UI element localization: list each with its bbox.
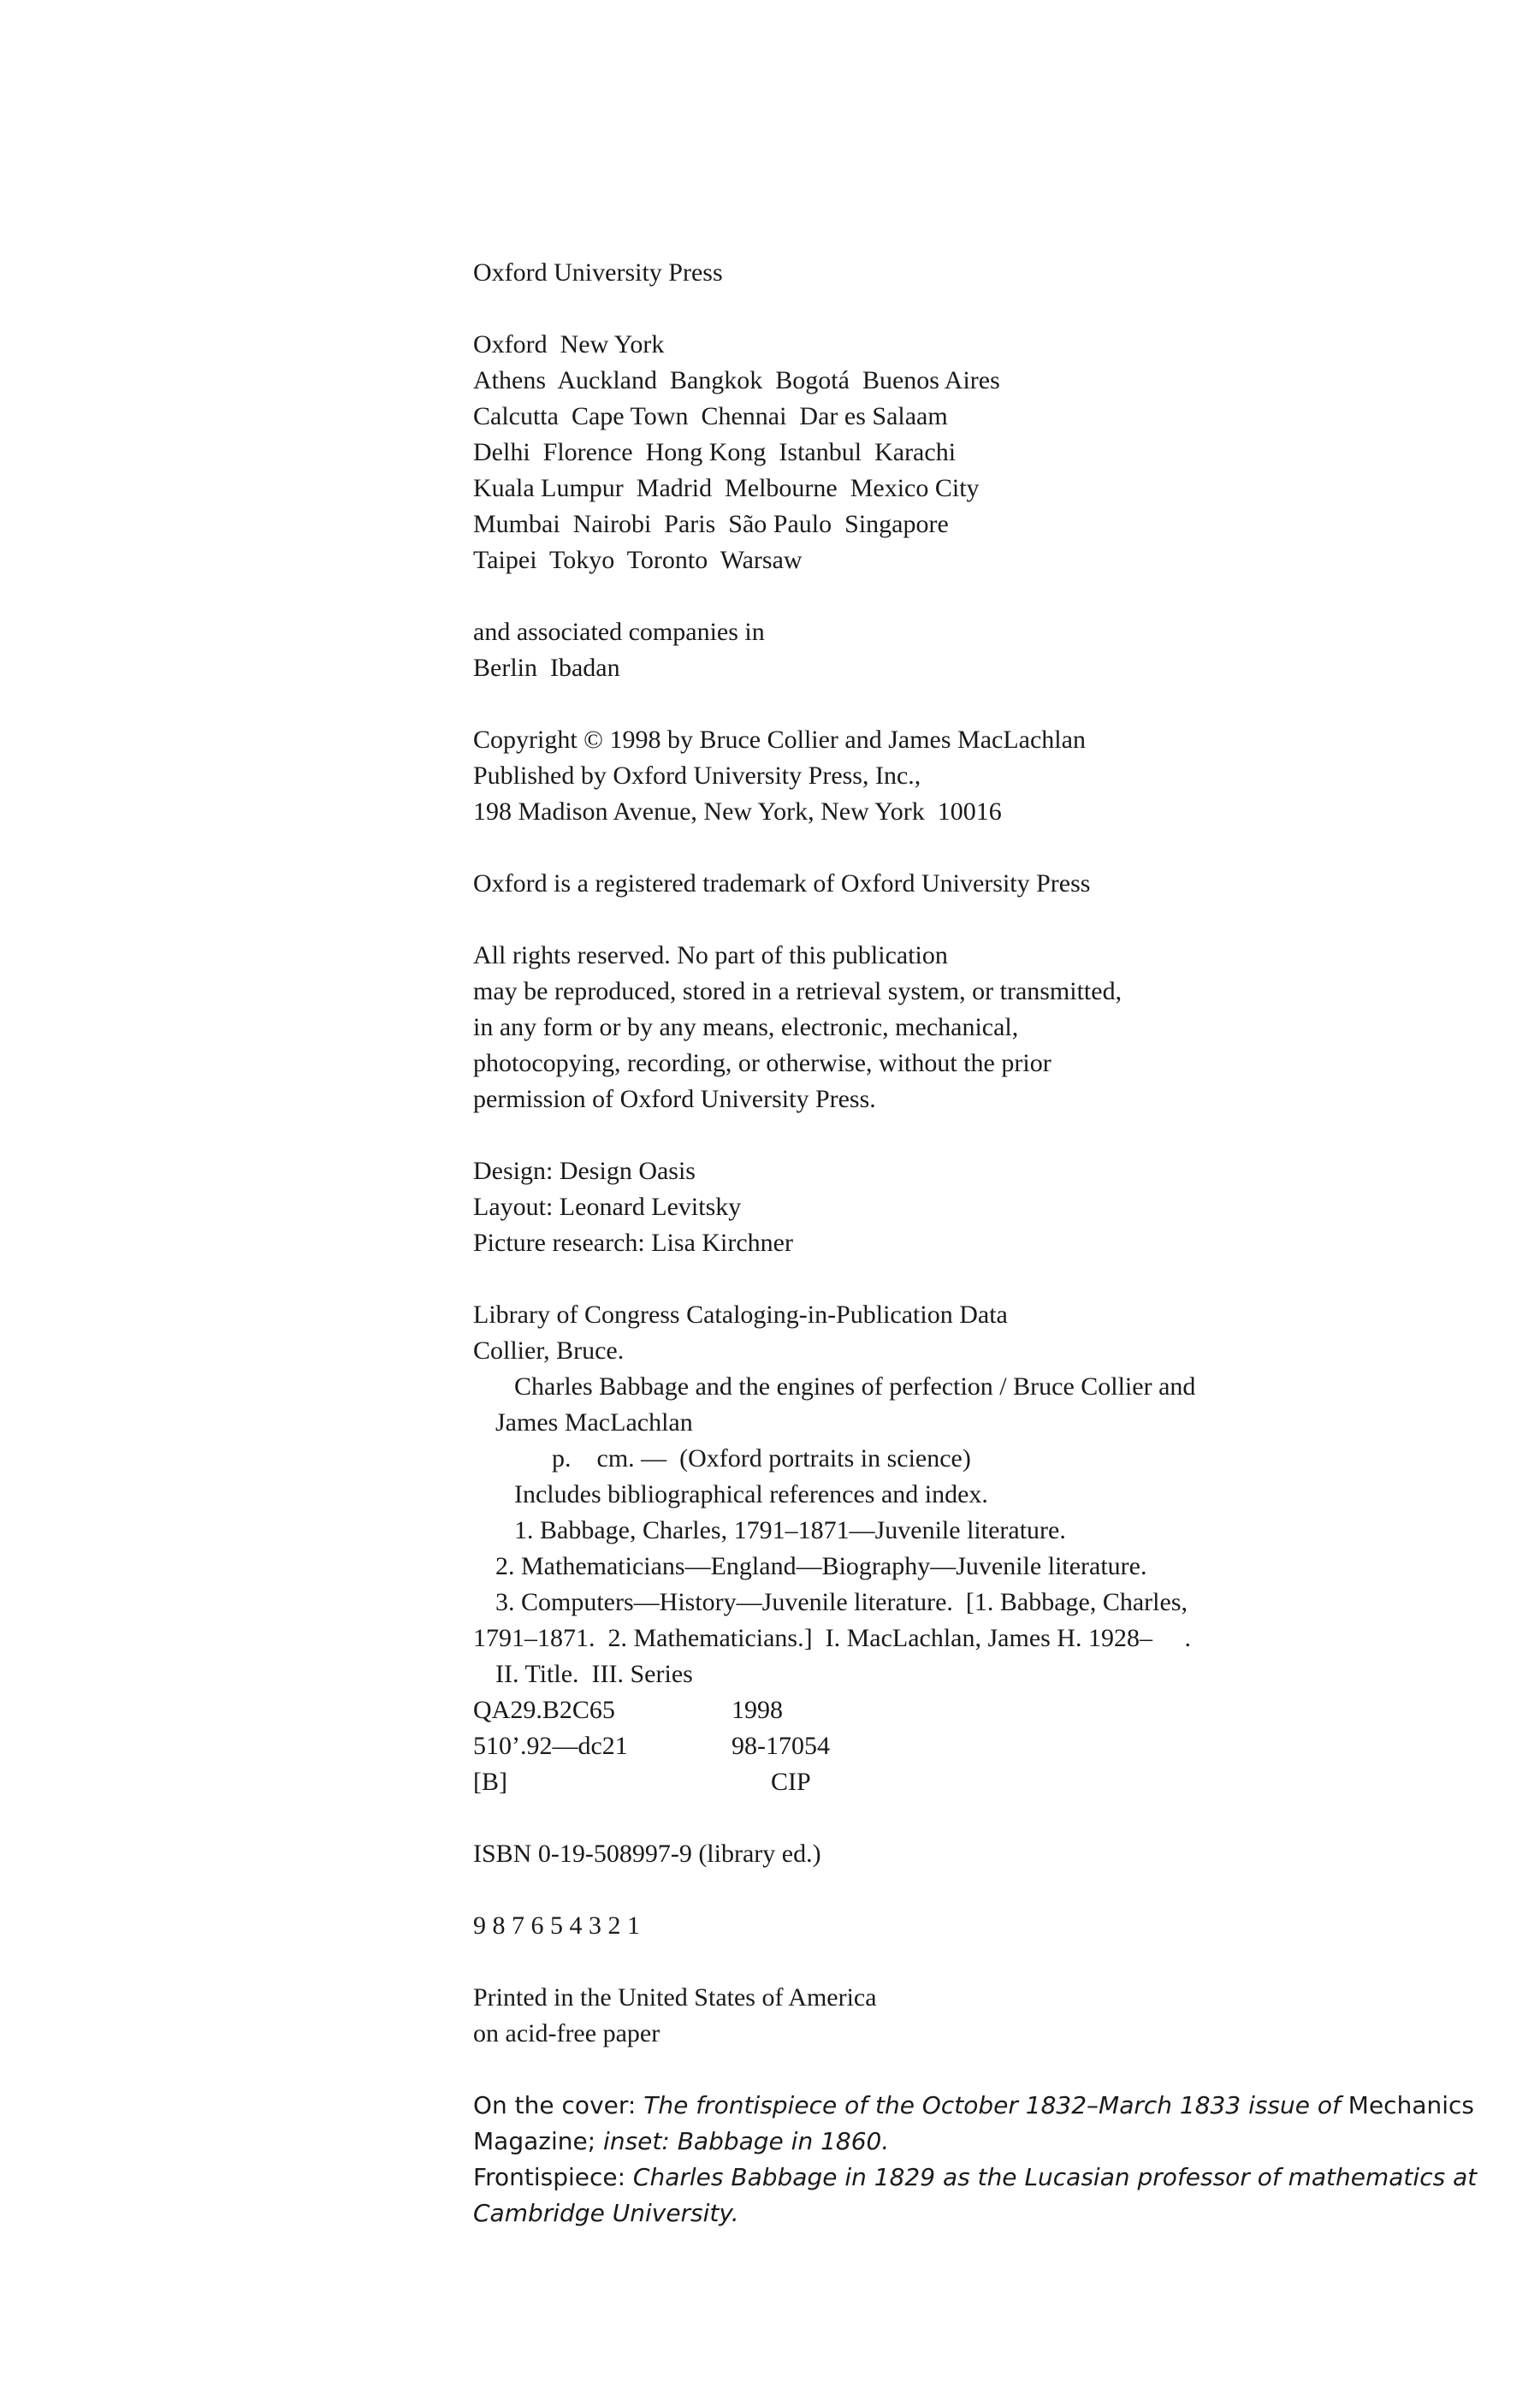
cip-dewey-row	[473, 1728, 1500, 1764]
cover-note	[473, 2088, 1500, 2160]
lc-year: 1998	[732, 1696, 783, 1724]
cip-bracket-row	[473, 1764, 1500, 1800]
city-line: Mumbai Nairobi Paris São Paulo Singapore	[473, 510, 949, 538]
cover-note-roman: Mechanics Magazine	[473, 2091, 1474, 2155]
frontispiece-label: Frontispiece:	[473, 2163, 633, 2191]
address-line: 198 Madison Avenue, New York, New York 10016	[473, 797, 1002, 826]
rights-line: in any form or by any means, electronic, mechanical,	[473, 1013, 1019, 1041]
city-line: Calcutta Cape Town Chennai Dar es Salaam	[473, 402, 948, 430]
rights-line: photocopying, recording, or otherwise, without the prior	[473, 1049, 1051, 1077]
lc-call-number: QA29.B2C65	[473, 1696, 615, 1724]
cip-data	[473, 1297, 1500, 1800]
city-list	[473, 327, 1500, 578]
cip-subject-cont: 1791–1871. 2. Mathematicians.] I. MacLachlan, James H. 1928– .	[473, 1624, 1191, 1652]
associated-cities: Berlin Ibadan	[473, 654, 620, 682]
cip-subject-cont: II. Title. III. Series	[495, 1660, 693, 1688]
city-line: Delhi Florence Hong Kong Istanbul Karachi	[473, 438, 957, 466]
credit-design: Design: Design Oasis	[473, 1157, 696, 1185]
copyright-block	[473, 722, 1500, 830]
credit-picture-research: Picture research: Lisa Kirchner	[473, 1229, 793, 1257]
isbn: ISBN 0-19-508997-9 (library ed.)	[473, 1840, 821, 1868]
dewey-number: 510’.92—dc21	[473, 1732, 628, 1760]
cip-bracket: [B]	[473, 1768, 507, 1796]
cip-heading: Library of Congress Cataloging-in-Publication Data	[473, 1301, 1008, 1329]
copyright-line: Copyright © 1998 by Bruce Collier and James MacLachlan	[473, 726, 1086, 754]
credits	[473, 1153, 1500, 1261]
cip-subject: 3. Computers—History—Juvenile literature. [1. Babbage, Charles,	[495, 1588, 1188, 1616]
paper-note: on acid-free paper	[473, 2019, 660, 2047]
cip-subject: 2. Mathematicians—England—Biography—Juvenile literature.	[495, 1552, 1147, 1580]
lccn: 98-17054	[732, 1732, 830, 1760]
rights-line: permission of Oxford University Press.	[473, 1085, 876, 1113]
cover-note-inset: inset: Babbage in 1860.	[603, 2127, 890, 2155]
printed-in: Printed in the United States of America	[473, 1983, 877, 2012]
cover-note-italic: The frontispiece of the October 1832–March 1833 issue of	[643, 2091, 1341, 2119]
rights-notice	[473, 938, 1500, 1117]
cover-note-separator: ;	[587, 2127, 604, 2155]
rights-line: All rights reserved. No part of this publication	[473, 941, 948, 969]
printing-line: 9 8 7 6 5 4 3 2 1	[473, 1911, 640, 1940]
cip-notes: Includes bibliographical references and index.	[514, 1480, 988, 1508]
frontispiece-note	[473, 2160, 1500, 2231]
frontispiece-caption: Charles Babbage in 1829 as the Lucasian professor of mathematics at Cambridge University.	[473, 2163, 1478, 2227]
publisher-name: Oxford University Press	[473, 258, 723, 287]
cip-label: CIP	[771, 1768, 811, 1796]
rights-line: may be reproduced, stored in a retrieval system, or transmitted,	[473, 977, 1122, 1005]
publisher-line: Published by Oxford University Press, Inc.,	[473, 761, 921, 790]
city-line: Taipei Tokyo Toronto Warsaw	[473, 546, 803, 574]
cip-subject: 1. Babbage, Charles, 1791–1871—Juvenile literature.	[514, 1516, 1066, 1544]
cip-lc-call-row	[473, 1692, 1500, 1728]
illustration-notes	[473, 2088, 1500, 2231]
city-line: Oxford New York	[473, 330, 665, 359]
cip-title-cont: James MacLachlan	[495, 1408, 693, 1437]
cip-author: Collier, Bruce.	[473, 1336, 625, 1365]
cip-title: Charles Babbage and the engines of perfection / Bruce Collier and	[514, 1372, 1196, 1401]
city-line: Kuala Lumpur Madrid Melbourne Mexico City	[473, 474, 980, 502]
city-line: Athens Auckland Bangkok Bogotá Buenos Aires	[473, 366, 1000, 394]
associated-companies: and associated companies in	[473, 618, 765, 646]
cover-note-label: On the cover:	[473, 2091, 644, 2119]
copyright-page	[473, 255, 1500, 2231]
cip-physical: p. cm. — (Oxford portraits in science)	[552, 1444, 971, 1473]
credit-layout: Layout: Leonard Levitsky	[473, 1193, 742, 1221]
trademark-notice: Oxford is a registered trademark of Oxford University Press	[473, 869, 1091, 898]
